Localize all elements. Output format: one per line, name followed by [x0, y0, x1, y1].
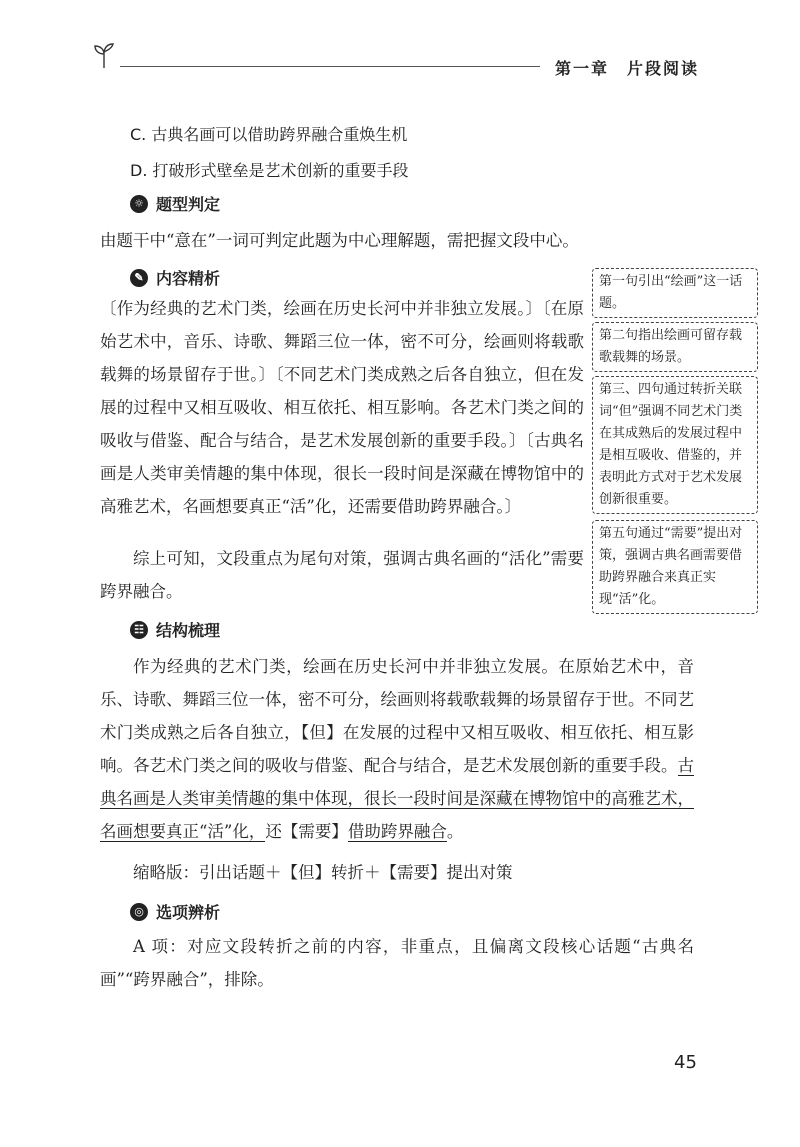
side-note-1: 第一句引出“绘画”这一话题。 [592, 268, 758, 318]
type-judgment-text: 由题干中“意在”一词可判定此题为中心理解题，需把握文段中心。 [100, 231, 579, 250]
section-title: 题型判定 [156, 195, 221, 214]
leaf-icon [92, 42, 116, 70]
side-note-2: 第二句指出绘画可留存载歌载舞的场景。 [592, 322, 758, 372]
need-tag: 【需要】 [281, 822, 348, 841]
structure-text-1: 作为经典的艺术门类，绘画在历史长河中并非独立发展。在原始艺术中，音乐、诗歌、舞蹈三位一体，密不可分，绘画则将载歌载舞的场景留存于世。不同艺术门类成熟之后各自独立， [100, 657, 694, 742]
header-rule [120, 66, 540, 67]
page-number: 45 [674, 1052, 697, 1073]
section-type-judgment [130, 192, 220, 215]
structure-text-2: 在发展的过程中又相互吸收、相互依托、相互影响。各艺术门类之间的吸收与借鉴、配合与结合，是艺术发展创新的重要手段。 [100, 723, 695, 775]
but-tag: 【但】 [300, 723, 343, 742]
section-option-analysis [130, 900, 220, 923]
section-title: 内容精析 [156, 269, 221, 288]
content-summary: 综上可知，文段重点为尾句对策，强调古典名画的“活化”需要跨界融合。 [100, 549, 584, 601]
option-d: D. 打破形式壁垒是艺术创新的重要手段 [130, 161, 409, 180]
chapter-title: 第一章 片段阅读 [555, 59, 700, 78]
structure-paragraph [100, 650, 694, 848]
option-c: C. 古典名画可以借助跨界融合重焕生机 [130, 125, 408, 144]
side-note-3: 第三、四句通过转折关联词“但”强调不同艺术门类在其成熟后的发展过程中是相互吸收、借鉴的，并表明此方式对于艺术发展创新很重要。 [592, 376, 758, 514]
target-icon: ◎ [130, 903, 148, 921]
structure-underlined-1: 古典名画是人类审美情趣的集中体现，很长一段时间是深藏在博物馆中的高雅艺术，名画想要真正“活”化， [100, 756, 694, 841]
structure-brief: 缩略版：引出话题＋【但】转折＋【需要】提出对策 [133, 863, 513, 882]
section-structure [130, 618, 220, 641]
side-note-4: 第五句通过“需要”提出对策，强调古典名画需要借助跨界融合来真正实现“活”化。 [592, 520, 758, 614]
section-content-analysis [130, 266, 220, 289]
section-title: 选项辨析 [156, 903, 221, 922]
structure-text-4: 还 [265, 822, 282, 841]
section-title: 结构梳理 [156, 621, 221, 640]
sun-icon: ☼ [130, 195, 148, 213]
structure-icon: ☷ [130, 621, 148, 639]
content-paragraph: 〔作为经典的艺术门类，绘画在历史长河中并非独立发展。〕〔在原始艺术中，音乐、诗歌、舞蹈三位一体，密不可分，绘画则将载歌载舞的场景留存于世。〕〔不同艺术门类成熟之后各自独立，但在发展的过程中又相互吸收、相互依托、相互影响。各艺术门类之间的吸收与借鉴、配合与结合，是艺术发展创新的重要手段。〕〔古典名画是人类审美情趣的集中体现，很长一段时间是深藏在博物馆中的高雅艺术，名画想要真正“活”化，还需要借助跨界融合。〕 [100, 299, 584, 516]
lightbulb-icon: ✎ [130, 269, 148, 287]
structure-text-6: 。 [446, 822, 464, 841]
structure-underlined-2: 借助跨界融合 [347, 822, 447, 841]
option-analysis-text: A 项：对应文段转折之前的内容，非重点，且偏离文段核心话题“古典名画”“跨界融合”，排除。 [100, 937, 694, 989]
